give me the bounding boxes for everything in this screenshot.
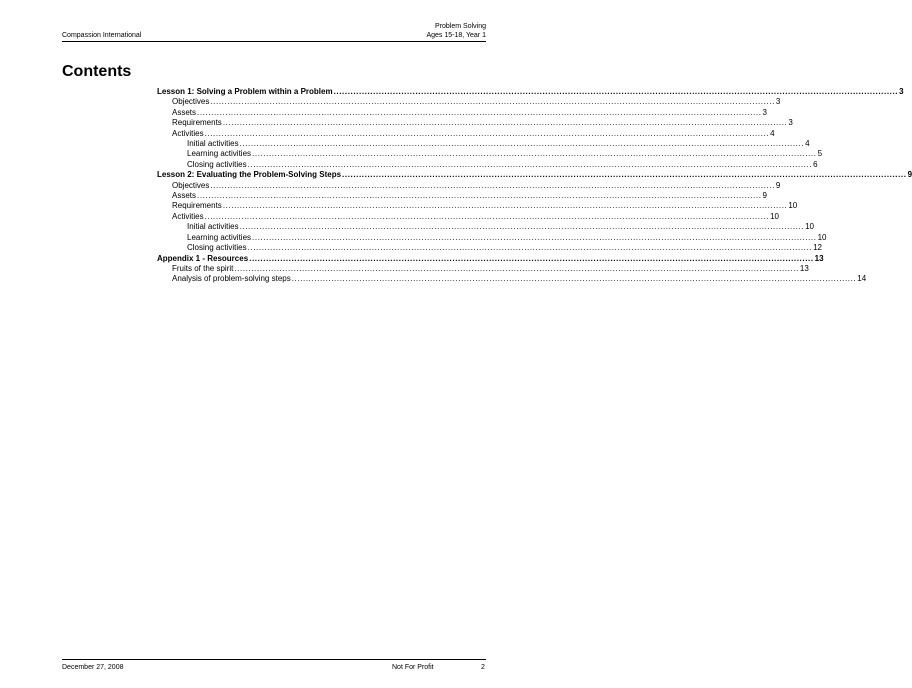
toc-entry-page: 12 (813, 243, 823, 253)
toc-entry-label: Initial activities (187, 222, 239, 232)
toc-entry-label: Analysis of problem-solving steps (172, 274, 291, 284)
toc-entry-page: 5 (817, 149, 823, 159)
header-doc-subtitle: Ages 15-18, Year 1 (426, 32, 486, 39)
toc-entry-label: Lesson 1: Solving a Problem within a Problem (157, 87, 333, 96)
toc-dot-leader: ........................................................................................................................................................................................................ (239, 222, 805, 232)
toc-entry-page: 3 (775, 97, 781, 107)
page-title: Contents (62, 63, 132, 80)
toc-entry-label: Initial activities (187, 139, 239, 149)
toc-dot-leader: ........................................................................................................................................................................................................ (342, 170, 907, 180)
toc-dot-leader: ........................................................................................................................................................................................................ (204, 128, 770, 138)
toc-entry-label: Learning activities (187, 149, 252, 159)
toc-entry-page: 10 (817, 232, 827, 242)
toc-dot-leader: ........................................................................................................................................................................................................ (204, 211, 770, 221)
footer-page-number: 2 (481, 664, 485, 671)
toc-entry[interactable] (157, 180, 781, 191)
toc-entry-page: 9 (907, 170, 912, 180)
toc-entry-page: 9 (762, 191, 767, 201)
toc-entry-label: Assets (172, 107, 197, 117)
toc-dot-leader: ........................................................................................................................................................................................................ (247, 159, 813, 169)
toc-entry-label: Objectives (172, 97, 210, 107)
toc-entry-page: 3 (899, 87, 904, 96)
toc-entry-page: 13 (814, 253, 824, 263)
table-of-contents (157, 87, 912, 285)
footer-date: December 27, 2008 (62, 664, 124, 671)
toc-entry-page: 3 (788, 118, 793, 128)
header-rule (62, 41, 486, 42)
toc-entry[interactable] (157, 170, 912, 180)
toc-entry-page: 10 (805, 222, 815, 232)
toc-entry-label: Requirements (172, 201, 222, 211)
toc-entry-page: 9 (775, 180, 781, 190)
toc-entry-label: Assets (172, 191, 197, 201)
header-doc-info (426, 22, 486, 40)
toc-entry-label: Requirements (172, 118, 222, 128)
toc-dot-leader: ........................................................................................................................................................................................................ (252, 149, 817, 159)
toc-dot-leader: ........................................................................................................................................................................................................ (197, 191, 762, 201)
toc-entry-label: Learning activities (187, 232, 252, 242)
toc-entry-page: 10 (788, 201, 798, 211)
toc-entry-label: Fruits of the spirit (172, 263, 234, 273)
toc-entry[interactable] (157, 159, 818, 170)
toc-entry-page: 4 (770, 128, 775, 138)
toc-entry[interactable] (157, 128, 775, 139)
toc-entry[interactable] (157, 149, 823, 159)
toc-entry[interactable] (157, 253, 824, 264)
toc-entry-label: Closing activities (187, 159, 247, 169)
toc-dot-leader: ........................................................................................................................................................................................................ (197, 107, 762, 117)
toc-entry-label: Lesson 2: Evaluating the Problem-Solving Steps (157, 170, 342, 180)
toc-dot-leader: ........................................................................................................................................................................................................ (210, 180, 775, 190)
toc-entry[interactable] (157, 232, 827, 243)
toc-entry-page: 6 (813, 159, 818, 169)
toc-dot-leader: ........................................................................................................................................................................................................ (252, 232, 817, 242)
toc-entry[interactable] (157, 211, 779, 222)
toc-dot-leader: ........................................................................................................................................................................................................ (247, 243, 813, 253)
toc-dot-leader: ........................................................................................................................................................................................................ (249, 253, 814, 263)
toc-entry-page: 10 (770, 211, 779, 221)
toc-dot-leader: ........................................................................................................................................................................................................ (291, 274, 857, 284)
toc-dot-leader: ........................................................................................................................................................................................................ (239, 139, 805, 149)
footer-notice: Not For Profit (392, 664, 434, 671)
toc-entry[interactable] (157, 97, 781, 107)
toc-entry-label: Activities (172, 211, 204, 221)
toc-entry[interactable] (157, 274, 867, 284)
toc-dot-leader: ........................................................................................................................................................................................................ (222, 118, 788, 128)
toc-dot-leader: ........................................................................................................................................................................................................ (234, 263, 799, 273)
toc-entry-page: 14 (857, 274, 867, 284)
toc-dot-leader: ........................................................................................................................................................................................................ (210, 97, 775, 107)
toc-entry[interactable] (157, 263, 809, 274)
toc-entry[interactable] (157, 191, 767, 201)
toc-entry-page: 3 (762, 107, 767, 117)
toc-entry[interactable] (157, 118, 793, 128)
toc-dot-leader: ........................................................................................................................................................................................................ (222, 201, 788, 211)
toc-entry-label: Closing activities (187, 243, 247, 253)
footer-rule (62, 659, 486, 660)
toc-entry[interactable] (157, 201, 798, 211)
toc-entry-label: Appendix 1 - Resources (157, 253, 249, 263)
toc-entry[interactable] (157, 243, 823, 253)
toc-dot-leader: ........................................................................................................................................................................................................ (333, 87, 899, 96)
toc-entry-label: Objectives (172, 180, 210, 190)
toc-entry-page: 13 (799, 263, 809, 273)
toc-entry-label: Activities (172, 128, 204, 138)
toc-entry[interactable] (157, 87, 904, 97)
toc-entry[interactable] (157, 107, 767, 118)
toc-entry[interactable] (157, 222, 815, 232)
header-organization: Compassion International (62, 32, 142, 39)
toc-entry-page: 4 (805, 139, 810, 149)
toc-entry[interactable] (157, 139, 810, 149)
header-doc-title: Problem Solving (435, 23, 486, 30)
